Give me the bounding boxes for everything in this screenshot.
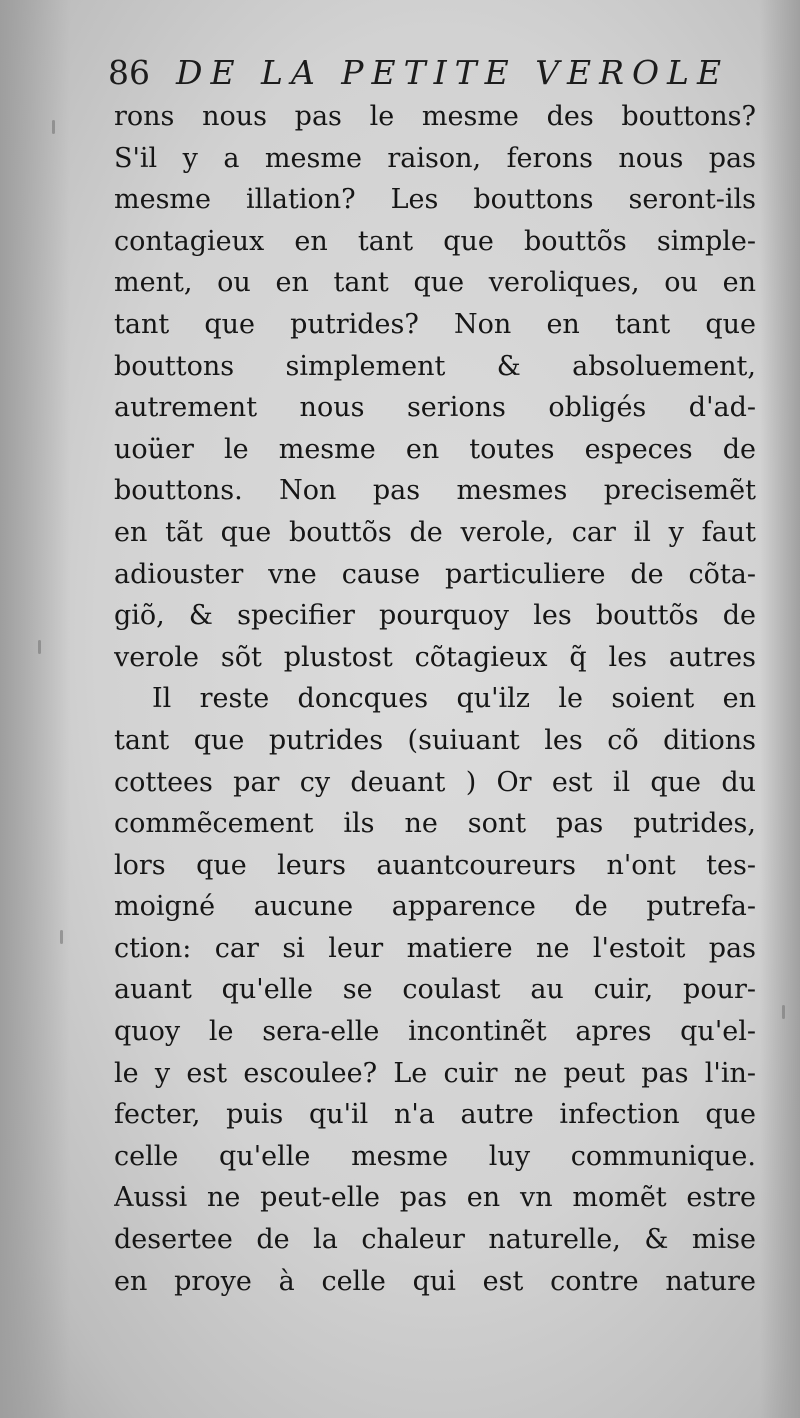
body-text [114, 96, 756, 1302]
page-number: 86 [108, 53, 150, 92]
text-line: en tãt que bouttõs de verole, car il y faut [114, 516, 756, 548]
paragraph-first-line: Il reste doncques qu'ilz le soient en [152, 683, 756, 715]
text-line: moigné aucune apparence de putrefa- [114, 891, 756, 923]
text-line: fecter, puis qu'il n'a autre infection que [114, 1099, 756, 1131]
paper-speck [52, 120, 55, 134]
text-line: quoy le sera-elle incontinẽt apres qu'el- [114, 1016, 756, 1048]
paper-speck [60, 930, 63, 944]
text-line: bouttons simplement & absoluement, [114, 350, 756, 382]
text-line: le y est escoulee? Le cuir ne peut pas l'in- [114, 1057, 756, 1089]
text-line: tant que putrides? Non en tant que [114, 308, 756, 340]
running-title: DE LA PETITE VEROLE [176, 53, 730, 92]
text-line: cottees par cy deuant ) Or est il que du [114, 766, 756, 798]
paper-speck [782, 1005, 785, 1019]
page-edge-shadow [760, 0, 800, 1418]
text-line: auant qu'elle se coulast au cuir, pour- [114, 974, 756, 1006]
page-gutter-shadow [0, 0, 70, 1418]
text-line: giõ, & specifier pourquoy les bouttõs de [114, 600, 756, 632]
text-line: Aussi ne peut-elle pas en vn momẽt estre [114, 1182, 756, 1214]
text-line: celle qu'elle mesme luy communique. [114, 1140, 756, 1172]
text-line: lors que leurs auantcoureurs n'ont tes- [114, 849, 756, 881]
text-line: S'il y a mesme raison, ferons nous pas [114, 142, 756, 174]
text-line: desertee de la chaleur naturelle, & mise [114, 1224, 756, 1256]
text-line: mesme illation? Les bouttons seront-ils [114, 184, 756, 216]
text-line: contagieux en tant que bouttõs simple- [114, 225, 756, 257]
text-line: autrement nous serions obligés d'ad- [114, 392, 756, 424]
text-line: en proye à celle qui est contre nature [114, 1265, 756, 1297]
text-line: bouttons. Non pas mesmes precisemẽt [114, 475, 756, 507]
text-line: rons nous pas le mesme des bouttons? [114, 101, 756, 132]
text-line: verole sõt plustost cõtagieux q̃ les autres [114, 641, 756, 673]
text-line: adiouster vne cause particuliere de cõta- [114, 558, 756, 590]
paper-speck [38, 640, 41, 654]
text-line: uoüer le mesme en toutes especes de [114, 433, 756, 465]
running-header [108, 50, 748, 96]
text-line: tant que putrides (suiuant les cõ ditions [114, 724, 756, 756]
text-line: ction: car si leur matiere ne l'estoit pas [114, 932, 756, 964]
text-line: ment, ou en tant que veroliques, ou en [114, 267, 756, 299]
text-line: commẽcement ils ne sont pas putrides, [114, 808, 756, 840]
